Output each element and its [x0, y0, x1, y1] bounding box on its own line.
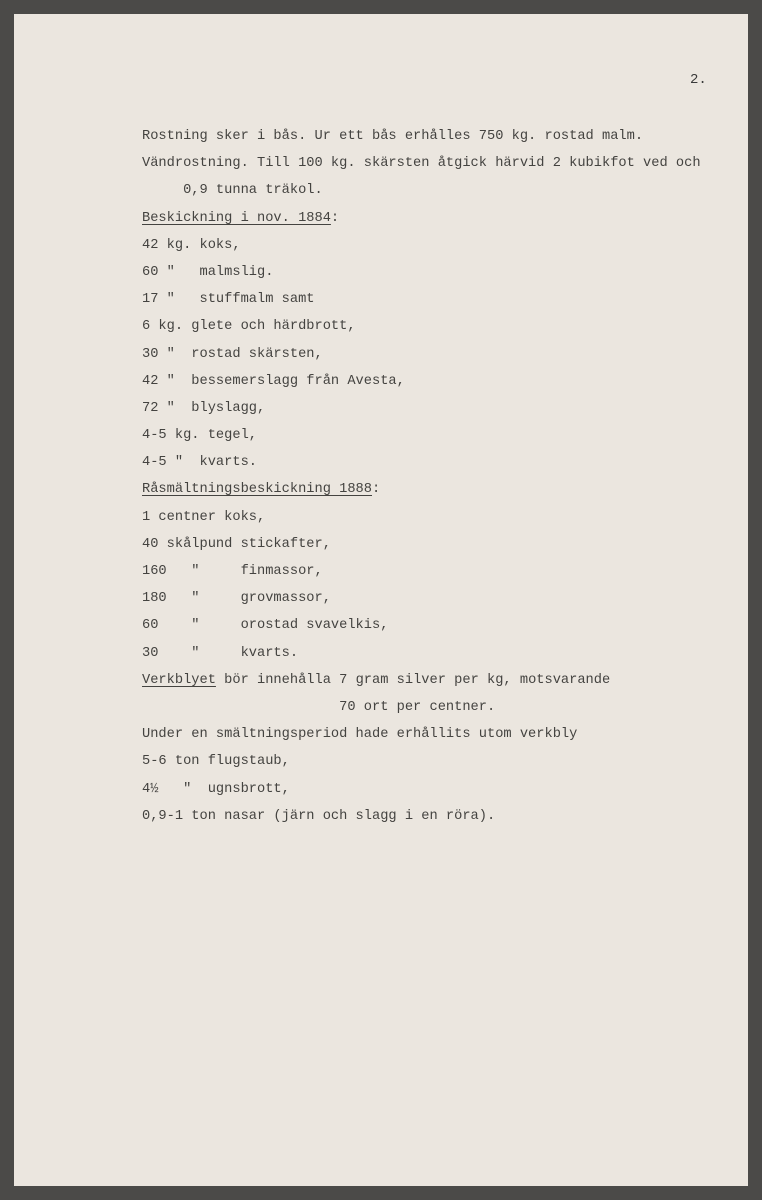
text-line	[142, 694, 701, 721]
text-line	[142, 803, 701, 830]
line-text: 0,9 tunna träkol.	[142, 183, 323, 199]
text-line	[142, 422, 701, 449]
line-text: 4-5 kg. tegel,	[142, 428, 257, 444]
typewritten-text	[142, 123, 701, 830]
line-text: 30 " kvarts.	[142, 645, 299, 661]
line-text: 1 centner koks,	[142, 509, 266, 525]
line-text: 17 " stuffmalm samt	[142, 292, 315, 308]
underlined-heading: Råsmältningsbeskickning 1888	[142, 482, 372, 498]
text-line	[142, 177, 701, 204]
text-line	[142, 776, 701, 803]
line-text: Vändrostning. Till 100 kg. skärsten åtgick härvid 2 kubikfot ved och	[142, 156, 701, 172]
line-text: 30 " rostad skärsten,	[142, 346, 323, 362]
text-line	[142, 150, 701, 177]
text-line	[142, 476, 701, 503]
text-line	[142, 667, 701, 694]
text-line	[142, 558, 701, 585]
line-text: 42 " bessemerslagg från Avesta,	[142, 373, 405, 389]
text-line	[142, 368, 701, 395]
text-line	[142, 395, 701, 422]
text-line	[142, 313, 701, 340]
line-text: 180 " grovmassor,	[142, 591, 331, 607]
text-line	[142, 449, 701, 476]
line-text: 70 ort per centner.	[142, 699, 496, 715]
line-text: 160 " finmassor,	[142, 564, 323, 579]
text-line	[142, 640, 701, 667]
underlined-heading: Verkblyet	[142, 672, 216, 688]
line-text: 0,9-1 ton nasar (järn och slagg i en röra).	[142, 808, 496, 824]
line-text: 4-5 " kvarts.	[142, 455, 257, 471]
text-line	[142, 504, 701, 531]
text-line	[142, 286, 701, 313]
line-text: 72 " blyslagg,	[142, 400, 266, 416]
page-number: 2.	[690, 72, 707, 88]
line-text: 42 kg. koks,	[142, 237, 241, 253]
text-line	[142, 232, 701, 259]
text-line	[142, 721, 701, 748]
text-line	[142, 748, 701, 775]
text-line	[142, 205, 701, 232]
line-text: 6 kg. glete och härdbrott,	[142, 319, 356, 335]
text-line	[142, 531, 701, 558]
text-line	[142, 259, 701, 286]
text-line	[142, 123, 701, 150]
line-text: 4½ " ugnsbrott,	[142, 781, 290, 797]
line-text: :	[372, 482, 381, 498]
line-text: 5-6 ton flugstaub,	[142, 754, 290, 770]
line-text: Under en smältningsperiod hade erhållits utom verkbly	[142, 727, 578, 743]
line-text: :	[330, 210, 340, 226]
text-line	[142, 585, 701, 612]
line-text: bör innehålla 7 gram silver per kg, motsvarande	[215, 672, 611, 688]
line-text: Rostning sker i bås. Ur ett bås erhålles 750 kg. rostad malm.	[142, 129, 644, 144]
line-text: 40 skålpund stickafter,	[142, 536, 331, 552]
text-line	[142, 341, 701, 368]
text-line	[142, 612, 701, 639]
line-text: 60 " malmslig.	[142, 264, 274, 280]
line-text: 60 " orostad svavelkis,	[142, 618, 389, 634]
underlined-heading: Beskickning i nov. 1884	[142, 210, 331, 226]
